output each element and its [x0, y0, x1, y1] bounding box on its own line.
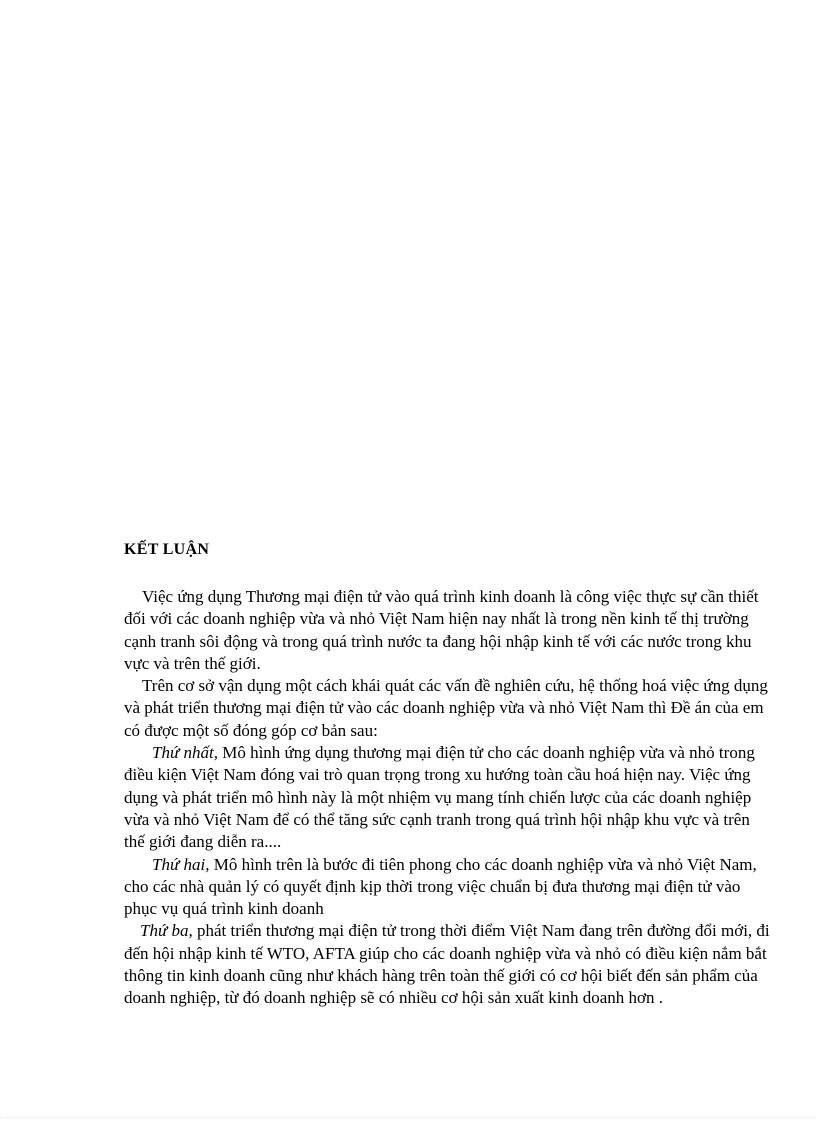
paragraph-first-point — [124, 742, 774, 853]
conclusion-body — [124, 586, 774, 1010]
second-point-text: Mô hình trên là bước đi tiên phong cho các doanh nghiệp vừa và nhỏ Việt Nam, cho các nhà quản lý có quyết định kịp thời trong việc chuẩn bị đưa thương mại điện tử vào phục vụ quá trình kinh doanh — [124, 854, 757, 919]
third-point-text: phát triển thương mại điện tử trong thời điểm Việt Nam đang trên đường đổi mới, đi đến hội nhập kinh tế WTO, AFTA giúp cho các doanh nghiệp vừa và nhỏ có điều kiện nắm bắt thông tin kinh doanh cũng như khách hàng trên toàn thế giới có cơ hội biết đến sản phẩm của doanh nghiệp, từ đó doanh nghiệp sẽ có nhiều cơ hội sản xuất kinh doanh hơn . — [124, 921, 770, 1008]
footer-divider — [0, 1117, 816, 1118]
second-point-lead: Thứ hai, — [152, 854, 210, 874]
paragraph-intro: Việc ứng dụng Thương mại điện tử vào quá trình kinh doanh là công việc thực sự cần thiết đối với các doanh nghiệp vừa và nhỏ Việt Nam hiện nay nhất là trong nền kinh tế thị trường cạnh tranh sôi động và trong quá trình nước ta đang hội nhập kinh tế với các nước trong khu vực và trên thế giới. — [124, 587, 759, 673]
paragraph-second-point — [124, 854, 774, 921]
first-point-text: Mô hình ứng dụng thương mại điện tử cho các doanh nghiệp vừa và nhỏ trong điều kiện Việt Nam đóng vai trò quan trọng trong xu hướng toàn cầu hoá hiện nay. Việc ứng dụng và phát triển mô hình này là một nhiệm vụ mang tính chiến lược của các doanh nghiệp vừa và nhỏ Việt Nam để có thể tăng sức cạnh tranh trong quá trình hội nhập khu vực và trên thế giới đang diễn ra.... — [124, 743, 755, 852]
first-point-lead: Thứ nhất, — [152, 743, 218, 763]
paragraph-contributions: Trên cơ sở vận dụng một cách khái quát các vấn đề nghiên cứu, hệ thống hoá việc ứng dụng và phát triển thương mại điện tử vào các doanh nghiệp vừa và nhỏ Việt Nam thì Đề án của em có được một số đóng góp cơ bản sau: — [124, 676, 768, 740]
paragraph-third-point — [124, 920, 774, 1009]
third-point-lead: Thứ ba, — [140, 921, 193, 941]
section-heading: KẾT LUẬN — [124, 541, 210, 558]
